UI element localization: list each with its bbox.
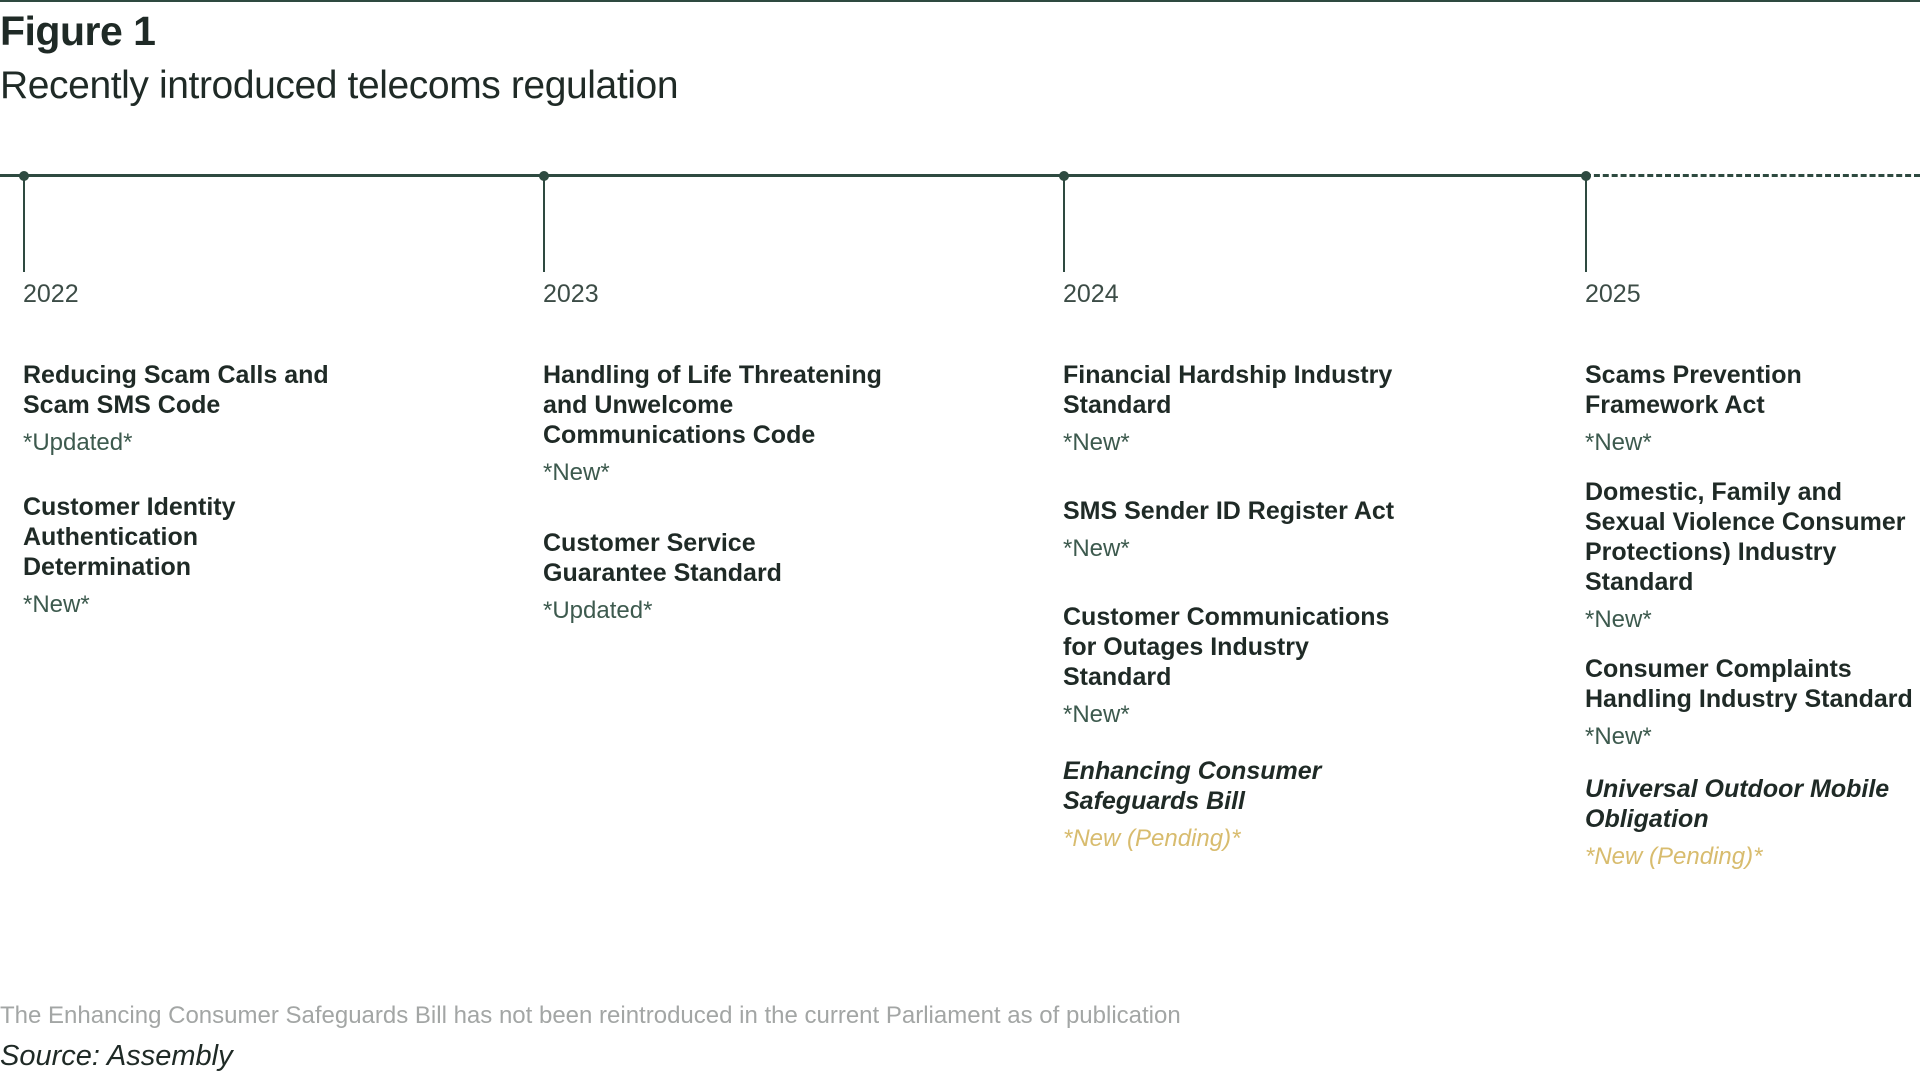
regulation-status: *New*: [543, 459, 610, 486]
regulation-title: SMS Sender ID Register Act: [1063, 497, 1395, 525]
regulation-item: [23, 360, 363, 458]
timeline-tick: [23, 176, 25, 272]
figure-label: Figure 1: [0, 8, 156, 54]
regulation-status: *New*: [23, 591, 90, 618]
regulation-status: *New*: [1585, 429, 1652, 456]
regulation-item: [1585, 477, 1920, 635]
regulation-title: Enhancing Consumer Safeguards Bill: [1063, 757, 1322, 815]
regulation-status: *New*: [1585, 723, 1652, 750]
timeline-tick: [543, 176, 545, 272]
regulation-title: Handling of Life Threatening and Unwelcome Communications Code: [543, 361, 882, 449]
source-note: Source: Assembly: [0, 1040, 233, 1072]
regulation-item: [1063, 756, 1403, 854]
timeline-tick: [1063, 176, 1065, 272]
regulation-title: Domestic, Family and Sexual Violence Consumer Protections) Industry Standard: [1585, 478, 1906, 596]
regulation-status: *New*: [1063, 701, 1130, 728]
regulation-title: Universal Outdoor Mobile Obligation: [1585, 775, 1890, 833]
year-label: 2022: [23, 280, 79, 308]
regulation-item: [543, 360, 883, 488]
year-label: 2025: [1585, 280, 1641, 308]
regulation-title: Consumer Complaints Handling Industry Standard: [1585, 655, 1913, 713]
regulation-title: Financial Hardship Industry Standard: [1063, 361, 1393, 419]
regulation-title: Scams Prevention Framework Act: [1585, 361, 1802, 419]
footnote: The Enhancing Consumer Safeguards Bill has not been reintroduced in the current Parliament as of publication: [0, 1002, 1181, 1029]
regulation-status-pending: *New (Pending)*: [1585, 843, 1763, 870]
timeline-axis-future: [1585, 174, 1920, 177]
regulation-status-pending: *New (Pending)*: [1063, 825, 1241, 852]
regulation-item: [543, 528, 883, 626]
regulation-status: *New*: [1585, 606, 1652, 633]
regulation-status: *New*: [1063, 535, 1130, 562]
regulation-item: [1585, 654, 1920, 752]
regulation-item: [1063, 496, 1403, 564]
regulation-title: Customer Communications for Outages Industry Standard: [1063, 603, 1390, 691]
figure-title: Recently introduced telecoms regulation: [0, 64, 679, 107]
top-rule: [0, 0, 1920, 2]
regulation-title: Customer Identity Authentication Determination: [23, 493, 236, 581]
regulation-title: Customer Service Guarantee Standard: [543, 529, 782, 587]
regulation-item: [23, 492, 363, 620]
regulation-status: *Updated*: [23, 429, 133, 456]
regulation-item: [1585, 774, 1920, 872]
regulation-item: [1063, 360, 1403, 458]
regulation-status: *New*: [1063, 429, 1130, 456]
year-label: 2023: [543, 280, 599, 308]
regulation-status: *Updated*: [543, 597, 653, 624]
regulation-item: [1063, 602, 1403, 730]
regulation-title: Reducing Scam Calls and Scam SMS Code: [23, 361, 329, 419]
year-label: 2024: [1063, 280, 1119, 308]
regulation-item: [1585, 360, 1920, 458]
timeline-tick: [1585, 176, 1587, 272]
timeline-axis: [0, 174, 1585, 177]
